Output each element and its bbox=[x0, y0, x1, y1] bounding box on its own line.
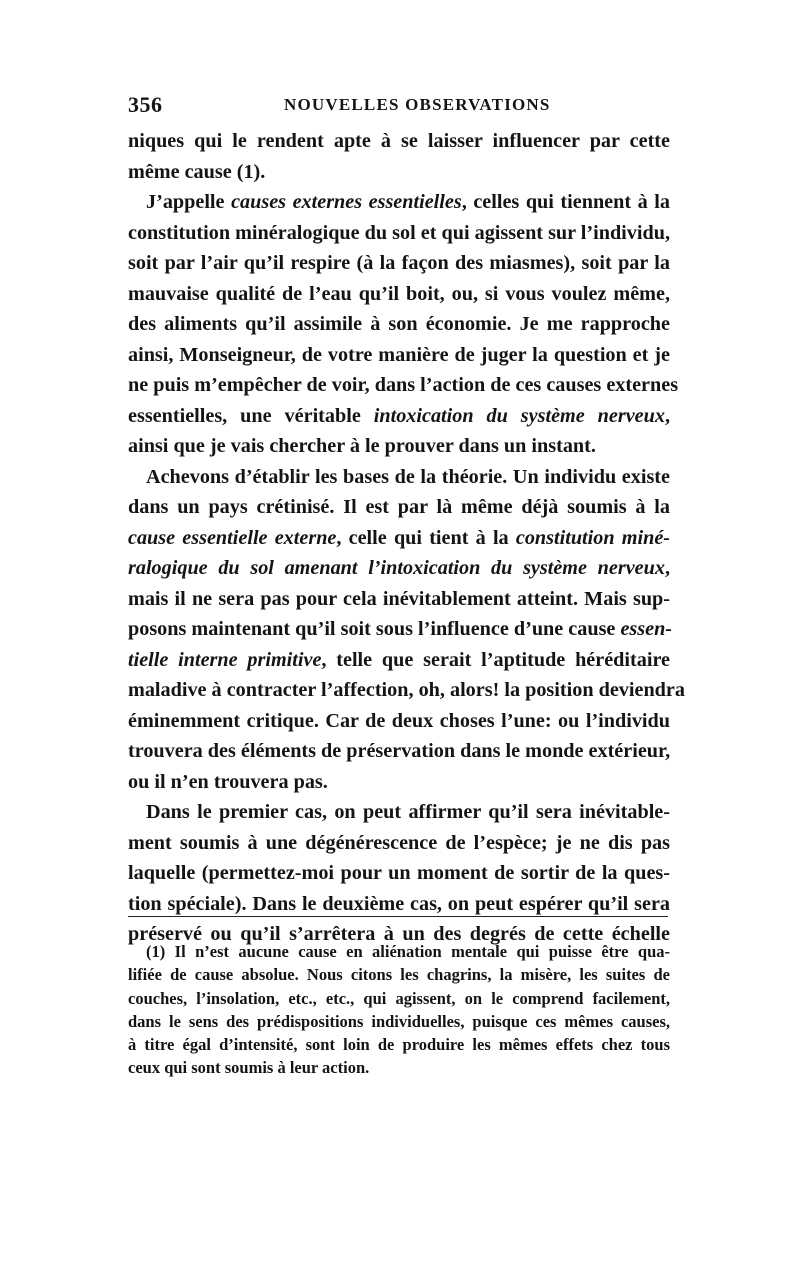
text-run: , bbox=[664, 404, 670, 427]
text-run: même cause (1). bbox=[128, 160, 266, 183]
body-line bbox=[128, 218, 670, 249]
italic-text: ralogique du sol amenant l’intoxication du système nerveux bbox=[128, 557, 665, 579]
text-run: mauvaise qualité de l’eau qu’il boit, ou, si vous voulez même, bbox=[128, 282, 670, 305]
body-line bbox=[128, 645, 670, 676]
italic-text: intoxication du système nerveux bbox=[373, 404, 665, 427]
body-line bbox=[128, 828, 670, 859]
running-head bbox=[128, 92, 670, 122]
body-line bbox=[128, 614, 673, 645]
footnote-rule bbox=[128, 916, 668, 917]
body-line bbox=[128, 736, 670, 767]
body-line bbox=[128, 462, 670, 493]
text-run: couches, l’insolation, etc., etc., qui agissent, on le comprend facilement, bbox=[128, 988, 670, 1008]
footnote-line bbox=[128, 1010, 670, 1033]
text-run: posons maintenant qu’il soit sous l’influence d’une cause bbox=[128, 618, 621, 640]
body-line bbox=[128, 706, 670, 737]
body-line bbox=[128, 858, 670, 889]
italic-text: tielle interne primitive bbox=[128, 648, 322, 671]
text-run: essentielles, une véritable bbox=[128, 404, 374, 427]
text-run: trouvera des éléments de préservation dans le monde extérieur, bbox=[128, 740, 671, 762]
text-run: dans le sens des prédispositions individuelles, puisque ces mêmes causes, bbox=[128, 1011, 670, 1031]
italic-text: essen- bbox=[620, 618, 673, 640]
body-line bbox=[128, 279, 670, 310]
text-run: (1) Il n’est aucune cause en aliénation mentale qui puisse être qua- bbox=[146, 942, 670, 961]
footnote-line bbox=[128, 963, 670, 986]
text-run: ou il n’en trouvera pas. bbox=[128, 770, 328, 793]
text-run: Dans le premier cas, on peut affirmer qu’il sera inévitable- bbox=[146, 801, 670, 823]
text-run: mais il ne sera pas pour cela inévitablement atteint. Mais sup- bbox=[128, 587, 670, 610]
body-line bbox=[128, 889, 670, 920]
italic-text: constitution miné- bbox=[515, 526, 671, 549]
text-run: , bbox=[664, 557, 670, 579]
text-run: J’appelle bbox=[146, 191, 232, 213]
body-line bbox=[128, 126, 670, 157]
body-text bbox=[128, 126, 685, 950]
body-line bbox=[128, 401, 670, 432]
body-line bbox=[128, 584, 670, 615]
body-line bbox=[128, 553, 670, 584]
text-run: , celles qui tiennent à la bbox=[461, 191, 670, 213]
footnote-line bbox=[128, 987, 670, 1010]
body-line bbox=[128, 492, 670, 523]
body-line bbox=[128, 370, 679, 401]
text-run: ainsi que je vais chercher à le prouver dans un instant. bbox=[128, 435, 596, 457]
italic-text: cause essentielle externe bbox=[128, 526, 337, 549]
footnote-line bbox=[128, 1033, 670, 1056]
text-run: constitution minéralogique du sol et qui agissent sur l’individu, bbox=[128, 221, 670, 244]
text-run: soit par l’air qu’il respire (à la façon des miasmes), soit par la bbox=[128, 252, 670, 274]
text-run: , telle que serait l’aptitude héréditaire bbox=[321, 648, 670, 671]
text-run: laquelle (permettez-moi pour un moment de sortir de la ques- bbox=[128, 862, 670, 884]
text-run: préservé ou qu’il s’arrêtera à un des degrés de cette échelle bbox=[128, 923, 670, 945]
body-line bbox=[128, 523, 670, 554]
body-line bbox=[128, 340, 670, 371]
footnote-line bbox=[128, 1056, 670, 1079]
text-run: ment soumis à une dégénérescence de l’espèce; je ne dis pas bbox=[128, 831, 670, 854]
body-line bbox=[128, 431, 670, 462]
text-run: lifiée de cause absolue. Nous citons les chagrins, la misère, les suites de bbox=[128, 965, 670, 985]
text-run: ceux qui sont soumis à leur action. bbox=[128, 1058, 370, 1078]
text-run: tion spéciale). Dans le deuxième cas, on peut espérer qu’il sera bbox=[128, 892, 670, 915]
body-line bbox=[128, 309, 670, 340]
body-line bbox=[128, 767, 670, 798]
footnote-line bbox=[128, 940, 670, 963]
body-line bbox=[128, 675, 685, 706]
body-line bbox=[128, 157, 670, 188]
footnote bbox=[128, 940, 670, 1080]
page-number: 356 bbox=[128, 92, 163, 117]
text-run: , celle qui tient à la bbox=[336, 526, 516, 549]
text-run: maladive à contracter l’affection, oh, alors! la position deviendra bbox=[128, 679, 685, 701]
italic-text: causes externes essentielles bbox=[231, 191, 462, 213]
running-title: NOUVELLES OBSERVATIONS bbox=[284, 95, 551, 114]
text-run: éminemment critique. Car de deux choses l’une: ou l’individu bbox=[128, 709, 670, 732]
text-run: niques qui le rendent apte à se laisser influencer par cette bbox=[128, 130, 670, 152]
text-run: Achevons d’établir les bases de la théorie. Un individu existe bbox=[146, 465, 670, 488]
text-run: ainsi, Monseigneur, de votre manière de juger la question et je bbox=[128, 343, 670, 366]
body-line bbox=[128, 797, 670, 828]
text-run: dans un pays crétinisé. Il est par là même déjà soumis à la bbox=[128, 496, 670, 518]
text-run: à titre égal d’intensité, sont loin de produire les mêmes effets chez tous bbox=[128, 1035, 670, 1055]
text-run: ne puis m’empêcher de voir, dans l’action de ces causes externes bbox=[128, 374, 679, 396]
text-run: des aliments qu’il assimile à son économie. Je me rapproche bbox=[128, 313, 670, 335]
body-line bbox=[128, 187, 670, 218]
body-line bbox=[128, 248, 670, 279]
